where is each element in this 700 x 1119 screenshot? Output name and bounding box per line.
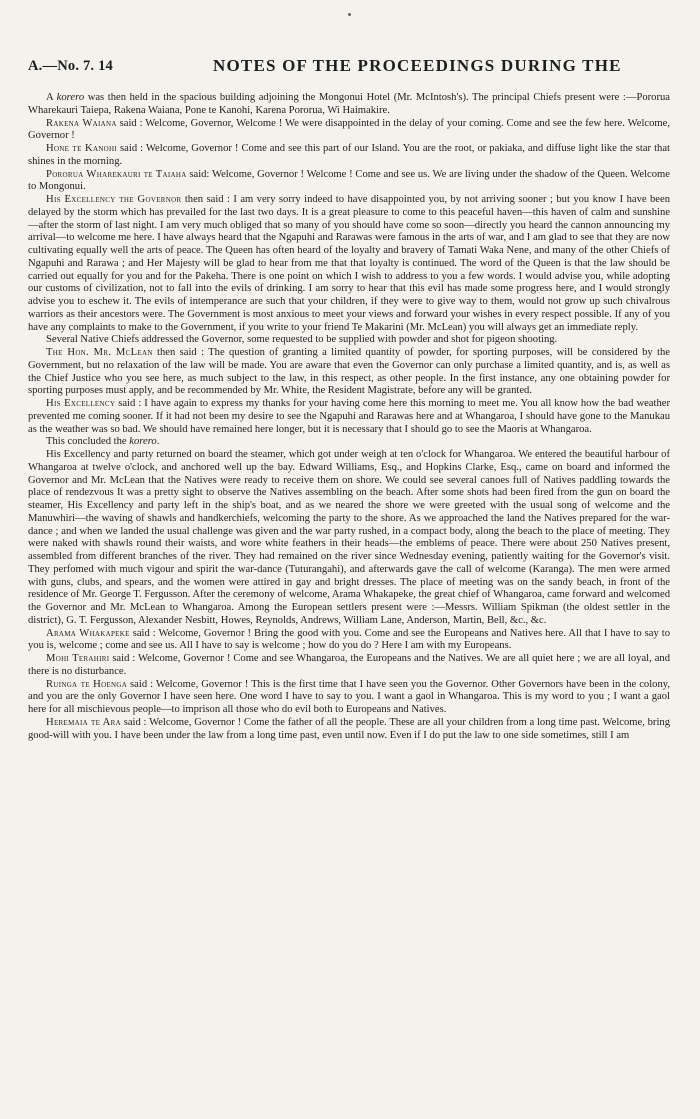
speech-paragraph bbox=[28, 398, 670, 436]
speaker-name: Ruinga te Hoenga bbox=[46, 678, 128, 690]
speech-text: said : Welcome, Governor ! This is the first time that I have seen you the Governor. Other Governors have been in the colony, and you are the only Governor I have seen here. One word I have to say to you. I want a gaol in Whangaroa. This is my word to you ; I want a gaol here for all mischievous people—to imprison all those who do evil both to Europeans and Natives. bbox=[28, 678, 670, 715]
paragraph: His Excellency and party returned on board the steamer, which got under weigh at ten o'clock for Whangaroa. We entered the beautiful harbour of Whangaroa at twelve o'clock, and anchored well up the bay. Edward Williams, Esq., and Hopkins Clarke, Esq., came on board and informed the Governor and Mr. McLean that the Natives were ready to receive them on shore. We could see several canoes full of Natives paddling towards the place of rendezvous It was a pretty sight to observe the Natives assembling on the beach. After some shots had been fired from the gun on board the steamer, His Excellency and party left in the ship's boat, and as we neared the shore we were greeted with the usual song of welcome and the Manuwhiri—the waving of shawls and handkerchiefs, welcoming the party to the shore. As we approached the land the Natives prepared for the war-dance ; and when we landed the usual challenge was given and the war party rushed, in a compact body, along the beach to the place of meeting. They were naked with shawls round their waists, and wore white feathers in their heads—the emblems of peace. There were about 250 Natives present, assembled from different branches of the river. They had remained on the river since Wednesday evening, patiently waiting for the Governor's visit. They perfomed with much vigour and spirit the war-dance (Tuturangahi), and afterwards gave the call of welcome (Karanga). The men were armed with guns, clubs, and spears, and the women were attired in gay and bright dresses. The place of meeting was on the sandy beach, in front of the residence of Mr. George T. Fergusson. After the ceremony of welcome, Arama Whakapeke, the great chief of Whangaroa, came forward and welcomed the Governor and Mr. McLean to Whangaroa. Among the European settlers present were :—Messrs. William Spikman (the oldest settler in the district), G. T. Fergusson, Alexander Nesbitt, Howes, Reynolds, Andrews, William Lane, Anderson, Martin, Bell, &c., &c. bbox=[28, 449, 670, 626]
speaker-name: Rakena Waiana bbox=[46, 117, 117, 129]
speech-paragraph bbox=[28, 628, 670, 654]
paragraph: Several Native Chiefs addressed the Governor, some requested to be supplied with powder and shot for pigeon shooting. bbox=[46, 334, 558, 346]
speech-text: said : I have again to express my thanks for your having come here this morning to meet me. You all know how the bad weather prevented me coming sooner. If it had not been my desire to see the Ngapuhi and Rarawas here and at Whangaroa, I should have gone to the Manukau as the weather was so bad. We should have remained here longer, but it is necessary that I should go to see the Maoris at Whangaroa. bbox=[28, 398, 670, 435]
speaker-name: His Excellency the Governor bbox=[46, 194, 182, 205]
speech-text: then said : I am very sorry indeed to have disappointed you, by not arriving sooner ; but you know I have been delayed by the storm which has prevailed for the last two days. It is a great pleasure to come to this peaceful haven—this haven of calm and sunshine—after the storm of last night. I am very much obliged that so many of you should have come so soon—directly you heard the cannon announcing my arrival—to welcome me here. I have always heard that the Ngapuhi and Rarawas were famous in the arts of war, and I am glad to see that they are now cultivating equally well the arts of peace. The Queen has often heard of the loyalty and bravery of Tamati Waka Nene, and many of the other Chiefs of Ngapuhi and Rarawa ; and Her Majesty will be glad to hear from me that that loyalty is continued. The word of the Queen is that the law should be carried out equally for you and for the Pakeha. There is one point on which I wish to address to you a few words. I would advise you, while adopting our customs of civilization, not to fall into the evils of drinking. I am sorry to hear that this evil has made some progress here, and I would strongly advise you to eschew it. The evils of intemperance are such that your children, if they were to give way to them, would not grow up such chivalrous warriors as their ancestors were. The Government is most anxious to meet your views and forward your wishes in every respect possible. If any of you have any complaints to make to the Government, if you write to your friend Te Makarini (Mr. McLean) you will always get an immediate reply. bbox=[28, 194, 670, 333]
speech-paragraph bbox=[28, 347, 670, 398]
italic-term: korero bbox=[129, 436, 157, 448]
speech-paragraph bbox=[28, 653, 670, 679]
paragraph: A korero was then held in the spacious building adjoining the Mongonui Hotel (Mr. McIntosh's). The principal Chiefs present were :—Pororua Wharekauri Taiepa, Rakena Waiana, Pone te Kanohi, Karena Pororua, Wi Haimakire. bbox=[28, 92, 670, 116]
speech-text: then said : The question of granting a limited quantity of powder, for sporting purposes, will be considered by the Government, but no relaxation of the law will be made. You are aware that even the Governor can only purchase a limited quantity, and is, as well as the Chief Justice who you see here, as much subject to the law, in this respect, as other people. In the first instance, any one obtaining powder for sporting purposes must apply, and be recommended by Mr. White, the Resident Magistrate, before any will be granted. bbox=[28, 347, 670, 397]
speaker-name: Mohi Terahiri bbox=[46, 653, 110, 664]
page-mark bbox=[348, 13, 351, 16]
speech-text: said: Welcome, Governor ! Welcome ! Come and see us. We are living under the shadow of the Queen. Welcome to Mongonui. bbox=[28, 168, 670, 193]
speech-paragraph bbox=[28, 194, 670, 334]
speech-text: said : Welcome, Governor ! Come and see Whangaroa, the Europeans and the Natives. We are all quiet here ; we are all loyal, and there is no disturbance. bbox=[28, 653, 670, 677]
document-body bbox=[28, 92, 670, 742]
speech-paragraph bbox=[28, 118, 670, 144]
paragraph: This concluded the korero. bbox=[46, 436, 160, 448]
speaker-name: His Excellency bbox=[46, 398, 116, 409]
speech-text: said : Welcome, Governor ! Come the father of all the people. These are all your children from a long time past. Welcome, bring good-will with you. I have been under the law from a long time past, even until now. Even if I do put the law to one side sometimes, still I am bbox=[28, 716, 670, 741]
speech-text: said : Welcome, Governor ! Come and see this part of our Island. You are the root, or pakiaka, and diffuse light like the star that shines in the morning. bbox=[28, 143, 670, 167]
speaker-name: Hone te Kanohi bbox=[46, 143, 118, 154]
page-header bbox=[28, 56, 670, 80]
italic-term: korero bbox=[56, 92, 85, 103]
running-title: NOTES OF THE PROCEEDINGS DURING THE bbox=[213, 56, 622, 75]
speech-text: said : Welcome, Governor, Welcome ! We were disappointed in the delay of your coming. Come and see the few here. Welcome, Governor ! bbox=[28, 117, 670, 142]
speaker-name: Heremaia te Ara bbox=[46, 716, 121, 728]
speech-paragraph bbox=[28, 679, 670, 717]
speech-paragraph bbox=[28, 717, 670, 743]
speech-paragraph bbox=[28, 143, 670, 169]
document-reference: A.—No. 7. 14 bbox=[28, 58, 113, 74]
speech-text: said : Welcome, Governor ! Bring the good with you. Come and see the Europeans and Natives here. All that I have to say to you is, welcome ; come and see us. All I have to say is welcome ; how do you do ? Here I am with my Europeans. bbox=[28, 627, 670, 652]
speaker-name: Arama Whakapeke bbox=[46, 627, 130, 639]
speech-paragraph bbox=[28, 169, 670, 195]
speaker-name: The Hon. Mr. McLean bbox=[46, 347, 153, 358]
speaker-name: Pororua Wharekauri te Taiaha bbox=[46, 168, 187, 180]
